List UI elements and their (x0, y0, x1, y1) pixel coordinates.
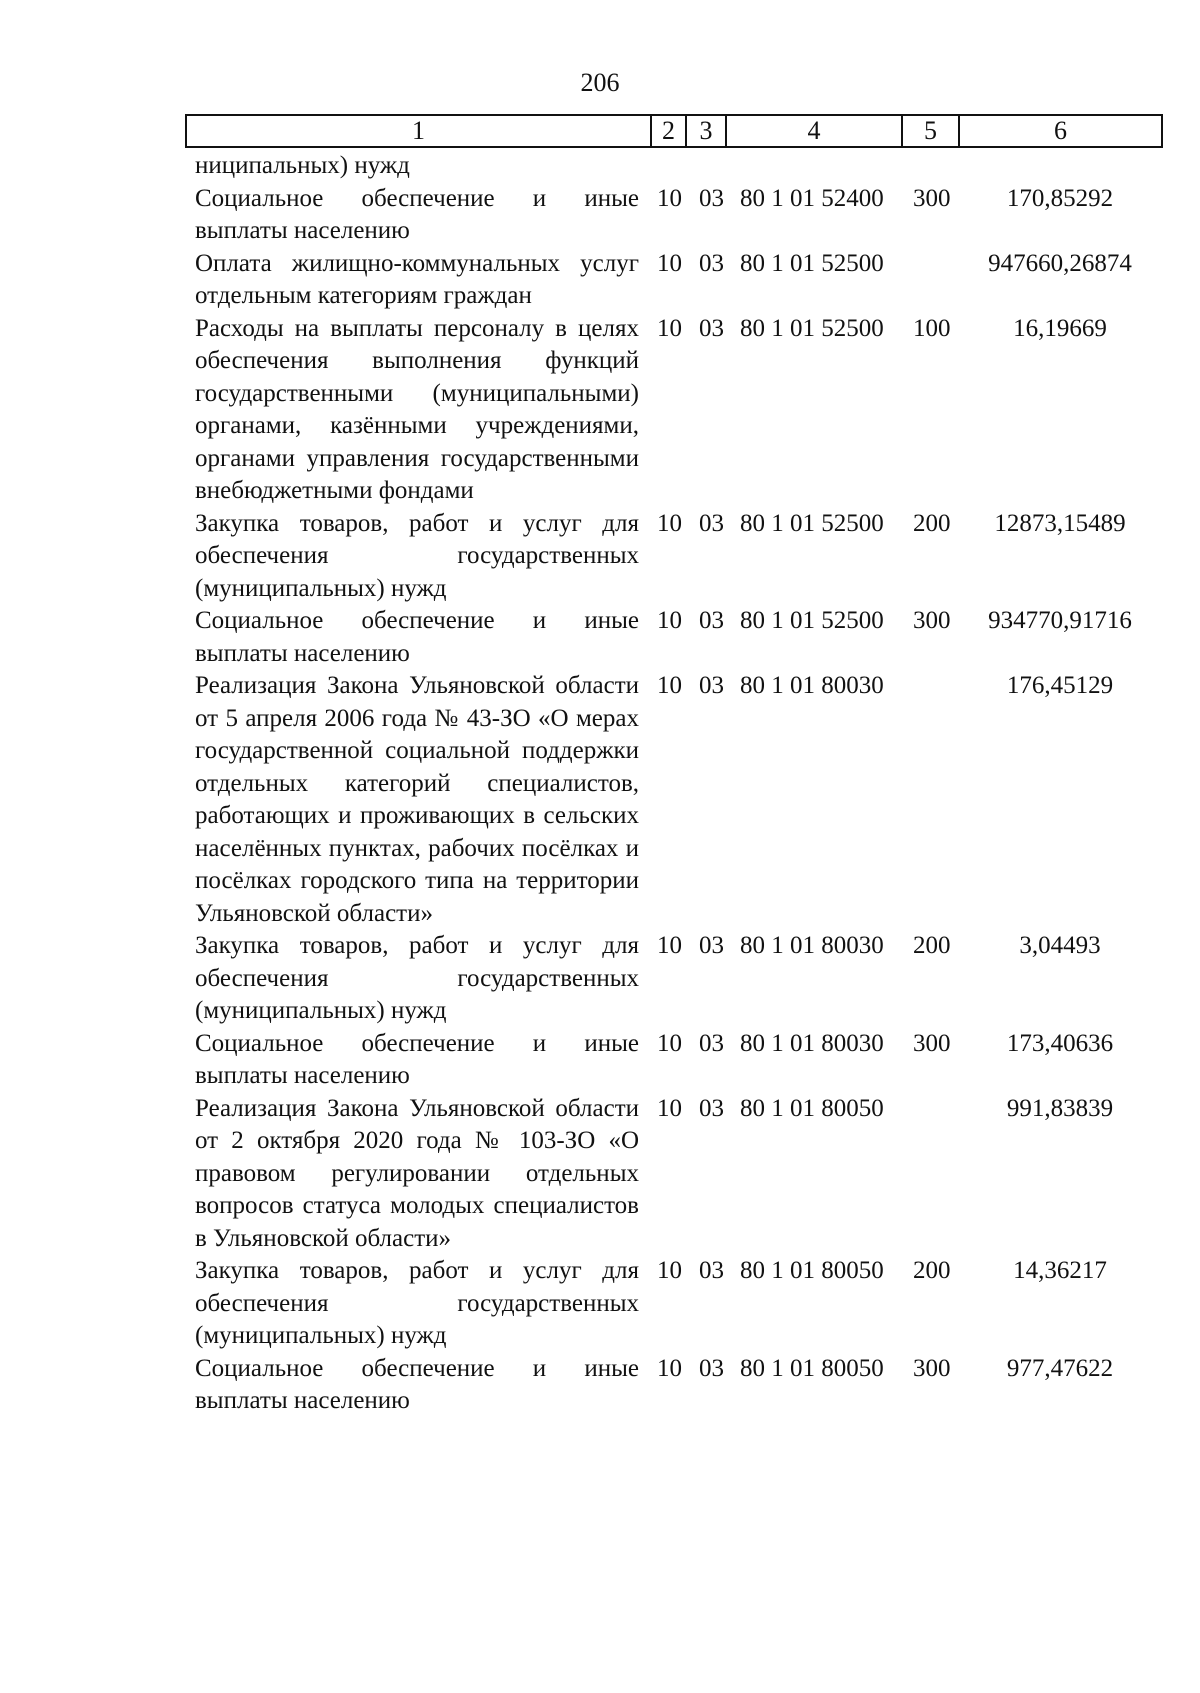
row-name: Расходы на выплаты персоналу в целях обеспечения выполнения функций государственными (муниципальными) органами, казёнными учреждениями, органами управления государственными внебюджетными фондами (195, 314, 639, 504)
col-4-value: 80 1 01 80030 (740, 1029, 884, 1057)
col-4-value: 80 1 01 80030 (740, 672, 884, 699)
header-col-5: 5 (903, 116, 960, 146)
col-3-value: 03 (699, 1354, 724, 1382)
col-6-value: 3,04493 (1019, 932, 1101, 959)
col-2-value: 10 (657, 1094, 682, 1122)
col-5-value: 200 (913, 1257, 951, 1284)
col-5-value: 300 (913, 1354, 951, 1382)
col-2-value: 10 (657, 932, 682, 959)
col-3-value: 03 (699, 249, 724, 277)
row-name: Социальное обеспечение и иные выплаты населению (195, 184, 639, 244)
table-row (0, 313, 1200, 508)
col-2-value: 10 (657, 314, 682, 342)
col-3-value: 03 (699, 672, 724, 699)
col-2-value: 10 (657, 1257, 682, 1284)
col-3-value: 03 (699, 1257, 724, 1284)
table-row (0, 183, 1200, 248)
col-6-value: 991,83839 (1006, 1094, 1114, 1122)
col-6-value: 977,47622 (1006, 1354, 1114, 1382)
table-header (185, 114, 1163, 148)
col-3-value: 03 (699, 1029, 724, 1057)
col-5-value: 300 (913, 184, 951, 212)
col-4-value: 80 1 01 80050 (740, 1354, 884, 1382)
col-5-value: 100 (913, 314, 951, 342)
table-row (0, 1028, 1200, 1093)
col-2-value: 10 (657, 184, 682, 212)
table-row (0, 508, 1200, 606)
col-6-value: 176,45129 (1006, 672, 1114, 699)
page-number: 206 (580, 68, 620, 97)
col-6-value: 16,19669 (1013, 314, 1107, 342)
header-col-6: 6 (1054, 116, 1067, 145)
col-3-value: 03 (699, 607, 724, 634)
col-3-value: 03 (699, 184, 724, 212)
row-name: Реализация Закона Ульяновской области от 2 октября 2020 года № 103-ЗО «О правовом регулировании отдельных вопросов статуса молодых специалистов в Ульяновской области» (195, 1094, 639, 1252)
table-row (0, 1255, 1200, 1353)
row-name: Социальное обеспечение и иные выплаты населению (195, 1029, 639, 1089)
col-4-value: 80 1 01 52400 (740, 184, 884, 212)
col-5-value: 300 (913, 607, 951, 634)
table-row (0, 248, 1200, 313)
col-6-value: 173,40636 (1006, 1029, 1114, 1057)
table-row (0, 605, 1200, 670)
header-col-3: 3 (687, 116, 727, 146)
col-6-value: 947660,26874 (988, 249, 1132, 277)
col-4-value: 80 1 01 80050 (740, 1094, 884, 1122)
row-name: Оплата жилищно-коммунальных услуг отдельным категориям граждан (195, 249, 639, 309)
col-6-value: 170,85292 (1006, 184, 1114, 212)
col-3-value: 03 (699, 509, 724, 537)
row-name: Закупка товаров, работ и услуг для обеспечения государственных (муниципальных) нужд (195, 1257, 639, 1349)
row-name: Реализация Закона Ульяновской области от 5 апреля 2006 года № 43-ЗО «О мерах государственной социальной поддержки отдельных категорий специалистов, работающих и проживающих в сельских населённых пунктах, рабочих посёлках и посёлках городского типа на территории Ульяновской области» (195, 672, 639, 927)
col-2-value: 10 (657, 1354, 682, 1382)
col-4-value: 80 1 01 80030 (740, 932, 884, 959)
table-body (0, 150, 1200, 1418)
header-col-2: 2 (652, 116, 687, 146)
col-6-value: 14,36217 (1013, 1257, 1107, 1284)
table-row (0, 150, 1200, 183)
col-4-value: 80 1 01 52500 (740, 314, 884, 342)
table-row (0, 930, 1200, 1028)
col-4-value: 80 1 01 52500 (740, 607, 884, 634)
col-3-value: 03 (699, 932, 724, 959)
col-2-value: 10 (657, 1029, 682, 1057)
col-2-value: 10 (657, 249, 682, 277)
row-name: Социальное обеспечение и иные выплаты населению (195, 607, 639, 667)
row-name: Закупка товаров, работ и услуг для обеспечения государственных (муниципальных) нужд (195, 932, 639, 1024)
col-2-value: 10 (657, 607, 682, 634)
col-6-value: 934770,91716 (988, 607, 1132, 634)
row-name: Закупка товаров, работ и услуг для обеспечения государственных (муниципальных) нужд (195, 509, 639, 602)
col-5-value: 200 (913, 509, 951, 537)
header-col-1: 1 (187, 116, 652, 146)
col-4-value: 80 1 01 80050 (740, 1257, 884, 1284)
col-4-value: 80 1 01 52500 (740, 509, 884, 537)
col-5-value: 300 (913, 1029, 951, 1057)
col-3-value: 03 (699, 1094, 724, 1122)
col-3-value: 03 (699, 314, 724, 342)
header-col-4: 4 (727, 116, 903, 146)
table-row (0, 1353, 1200, 1418)
col-2-value: 10 (657, 509, 682, 537)
table-row (0, 1093, 1200, 1256)
col-2-value: 10 (657, 672, 682, 699)
row-name: ниципальных) нужд (195, 152, 410, 179)
row-name: Социальное обеспечение и иные выплаты населению (195, 1354, 639, 1414)
col-6-value: 12873,15489 (994, 509, 1126, 537)
table-row (0, 670, 1200, 930)
col-5-value: 200 (913, 932, 951, 959)
col-4-value: 80 1 01 52500 (740, 249, 884, 277)
